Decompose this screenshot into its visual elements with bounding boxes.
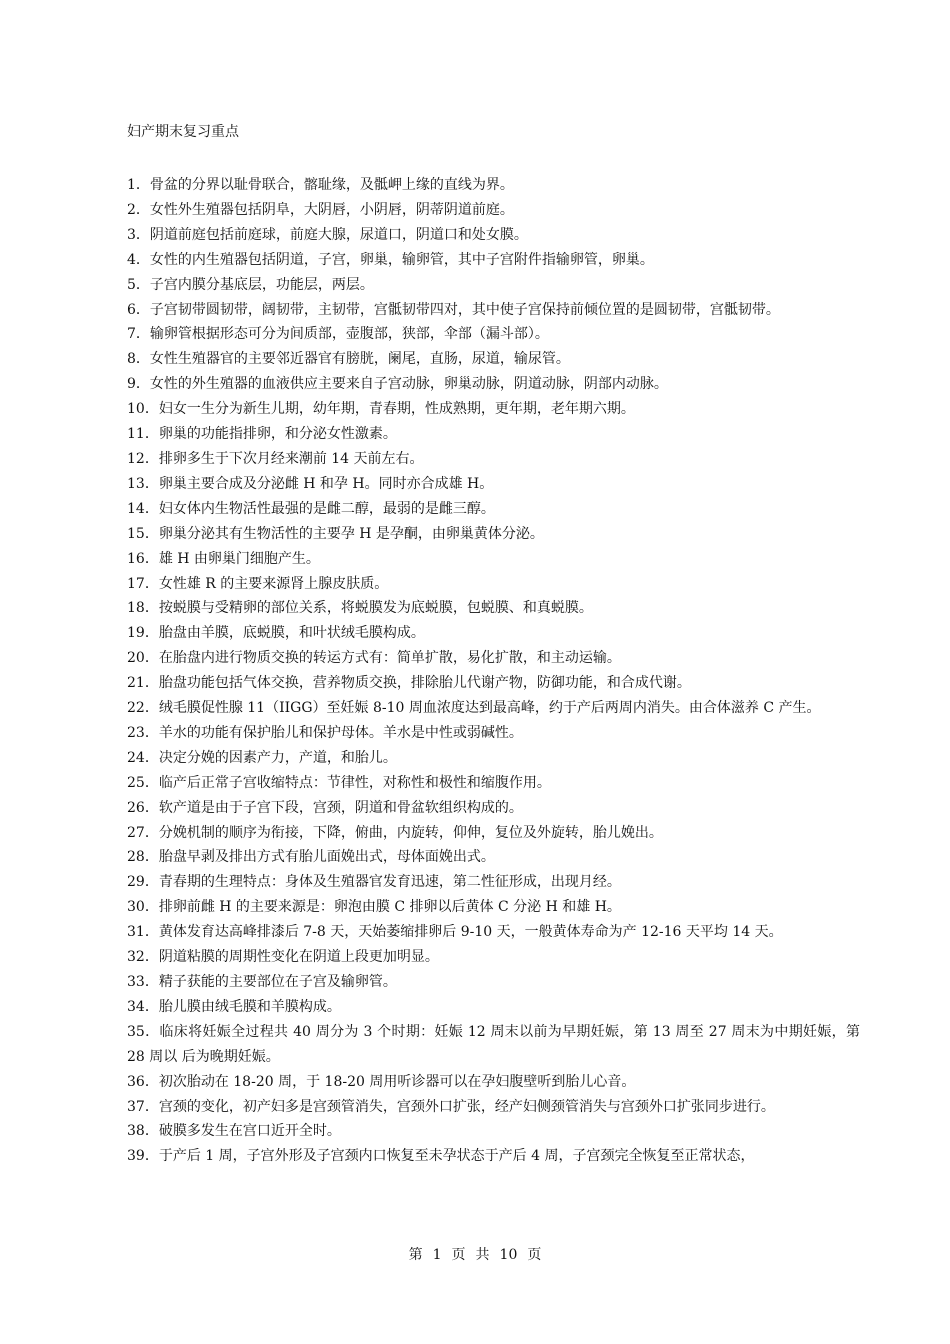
- item-number: 37．: [127, 1098, 159, 1115]
- footer-total-pages: 10: [499, 1247, 518, 1263]
- item-text: 输卵管根据形态可分为间质部，壶腹部，狭部，伞部（漏斗部）。: [149, 326, 549, 343]
- item-list: [127, 173, 860, 1169]
- item-number: 21．: [127, 675, 159, 692]
- item-text: 青春期的生理特点：身体及生殖器官发育迅速，第二性征形成，出现月经。: [158, 874, 621, 891]
- list-item: [127, 347, 860, 372]
- item-text: 临床将妊娠全过程共 40 周分为 3 个时期：妊娠 12 周末以前为早期妊娠，第 13 周至 27 周末为中期妊娠，第 28 周以 后为晚期妊娠。: [127, 1023, 860, 1065]
- item-text: 女性的内生殖器包括阴道，子宫，卵巢，输卵管，其中子宫附件指输卵管，卵巢。: [149, 251, 654, 268]
- item-text: 在胎盘内进行物质交换的转运方式有：简单扩散，易化扩散，和主动运输。: [158, 650, 621, 667]
- list-item: [127, 721, 860, 746]
- list-item: [127, 522, 860, 547]
- item-text: 软产道是由于子宫下段，宫颈，阴道和骨盆软组织构成的。: [158, 799, 523, 816]
- list-item: [127, 696, 860, 721]
- footer-page-unit: 页: [451, 1247, 466, 1263]
- list-item: [127, 646, 860, 671]
- item-number: 23．: [127, 724, 159, 741]
- page-title: 妇产期末复习重点: [127, 124, 239, 140]
- list-item: [127, 771, 860, 796]
- item-number: 30．: [127, 899, 159, 916]
- item-text: 子宫内膜分基底层，功能层，两层。: [149, 276, 374, 293]
- list-item: [127, 322, 860, 347]
- item-number: 38．: [127, 1123, 159, 1140]
- list-item: [127, 671, 860, 696]
- item-number: 8．: [127, 351, 150, 368]
- item-text: 绒毛膜促性腺 11（IIGG）至妊娠 8-10 周血浓度达到最高峰，约于产后两周内消失。由合体滋养 C 产生。: [158, 700, 821, 717]
- item-number: 34．: [127, 998, 159, 1015]
- item-text: 女性雄 R 的主要来源肾上腺皮肤质。: [158, 575, 389, 592]
- list-item: [127, 596, 860, 621]
- item-text: 分娩机制的顺序为衔接，下降，俯曲，内旋转，仰伸，复位及外旋转，胎儿娩出。: [158, 824, 663, 841]
- item-text: 卵巢主要合成及分泌雌 H 和孕 H。同时亦合成雄 H。: [158, 475, 494, 492]
- item-text: 胎盘早剥及排出方式有胎儿面娩出式，母体面娩出式。: [158, 849, 495, 866]
- list-item: [127, 1020, 860, 1070]
- item-text: 阴道前庭包括前庭球，前庭大腺，尿道口，阴道口和处女膜。: [149, 226, 528, 243]
- list-item: [127, 273, 860, 298]
- item-number: 14．: [127, 500, 159, 517]
- item-text: 阴道粘膜的周期性变化在阴道上段更加明显。: [158, 949, 439, 966]
- footer-total-unit: 页: [527, 1247, 542, 1263]
- list-item: [127, 372, 860, 397]
- item-number: 27．: [127, 824, 159, 841]
- footer-page-label: 第: [408, 1247, 423, 1263]
- item-text: 决定分娩的因素产力，产道，和胎儿。: [158, 749, 397, 766]
- item-number: 36．: [127, 1073, 159, 1090]
- item-number: 32．: [127, 949, 159, 966]
- list-item: [127, 1119, 860, 1144]
- list-item: [127, 223, 860, 248]
- item-number: 9．: [127, 376, 150, 393]
- list-item: [127, 422, 860, 447]
- list-item: [127, 895, 860, 920]
- item-text: 胎儿膜由绒毛膜和羊膜构成。: [158, 998, 341, 1015]
- item-number: 25．: [127, 774, 159, 791]
- item-number: 17．: [127, 575, 159, 592]
- item-text: 黄体发育达高峰排漆后 7-8 天，天始萎缩排卵后 9-10 天，一般黄体寿命为产 12-16 天平均 14 天。: [158, 924, 783, 941]
- item-number: 15．: [127, 525, 159, 542]
- item-number: 4．: [127, 251, 150, 268]
- item-number: 39．: [127, 1148, 159, 1165]
- item-text: 羊水的功能有保护胎儿和保护母体。羊水是中性或弱碱性。: [158, 724, 523, 741]
- list-item: [127, 572, 860, 597]
- list-item: [127, 845, 860, 870]
- item-number: 19．: [127, 625, 159, 642]
- list-item: [127, 173, 860, 198]
- list-item: [127, 1144, 860, 1169]
- item-number: 35．: [127, 1023, 160, 1040]
- list-item: [127, 920, 860, 945]
- item-text: 雄 H 由卵巢门细胞产生。: [158, 550, 320, 567]
- list-item: [127, 198, 860, 223]
- item-number: 7．: [127, 326, 150, 343]
- item-text: 临产后正常子宫收缩特点：节律性，对称性和极性和缩腹作用。: [158, 774, 551, 791]
- item-text: 胎盘功能包括气体交换，营养物质交换，排除胎儿代谢产物，防御功能，和合成代谢。: [158, 675, 691, 692]
- item-number: 18．: [127, 600, 159, 617]
- item-text: 排卵前雌 H 的主要来源是：卵泡由膜 C 排卵以后黄体 C 分泌 H 和雄 H。: [158, 899, 621, 916]
- list-item: [127, 796, 860, 821]
- item-number: 5．: [127, 276, 150, 293]
- item-text: 女性生殖器官的主要邻近器官有膀胱，阑尾，直肠，尿道，输尿管。: [149, 351, 570, 368]
- item-text: 按蜕膜与受精卵的部位关系，将蜕膜发为底蜕膜，包蜕膜、和真蜕膜。: [158, 600, 593, 617]
- item-number: 33．: [127, 974, 159, 990]
- list-item: [127, 1070, 860, 1095]
- list-item: [127, 821, 860, 846]
- list-item: [127, 447, 860, 472]
- footer-total-label: 共: [475, 1247, 490, 1263]
- item-number: 10．: [127, 401, 159, 418]
- item-text: 女性外生殖器包括阴阜，大阴唇，小阴唇，阴蒂阴道前庭。: [149, 201, 514, 218]
- item-number: 1．: [127, 177, 150, 193]
- item-number: 11．: [127, 426, 159, 443]
- list-item: [127, 1095, 860, 1120]
- list-item: [127, 397, 860, 422]
- item-text: 女性的外生殖器的血液供应主要来自子宫动脉，卵巢动脉，阴道动脉，阴部内动脉。: [149, 376, 668, 393]
- item-number: 26．: [127, 799, 159, 816]
- list-item: [127, 970, 860, 995]
- item-text: 破膜多发生在宫口近开全时。: [158, 1123, 341, 1140]
- footer-current-page: 1: [432, 1247, 442, 1263]
- list-item: [127, 497, 860, 522]
- list-item: [127, 870, 860, 895]
- item-text: 排卵多生于下次月经来潮前 14 天前左右。: [158, 450, 424, 467]
- item-text: 妇女体内生物活性最强的是雌二醇，最弱的是雌三醇。: [158, 500, 495, 517]
- item-number: 16．: [127, 550, 159, 567]
- item-number: 31．: [127, 924, 159, 941]
- item-number: 29．: [127, 874, 159, 891]
- item-number: 22．: [127, 700, 159, 717]
- item-text: 初次胎动在 18-20 周，于 18-20 周用听诊器可以在孕妇腹壁听到胎儿心音。: [158, 1073, 636, 1090]
- item-text: 胎盘由羊膜，底蜕膜，和叶状绒毛膜构成。: [158, 625, 425, 642]
- item-number: 24．: [127, 749, 159, 766]
- item-number: 12．: [127, 450, 159, 467]
- list-item: [127, 472, 860, 497]
- page-footer: [0, 1245, 950, 1265]
- list-item: [127, 945, 860, 970]
- item-number: 6．: [127, 301, 150, 318]
- item-number: 20．: [127, 650, 159, 667]
- item-text: 于产后 1 周，子宫外形及子宫颈内口恢复至未孕状态于产后 4 周，子宫颈完全恢复至正常状态，: [158, 1148, 755, 1165]
- item-text: 妇女一生分为新生儿期，幼年期，青春期，性成熟期，更年期，老年期六期。: [158, 401, 635, 418]
- list-item: [127, 547, 860, 572]
- item-text: 骨盆的分界以耻骨联合，髂耻缘，及骶岬上缘的直线为界。: [149, 177, 514, 193]
- item-text: 卵巢的功能指排卵，和分泌女性激素。: [158, 426, 397, 443]
- item-text: 精子获能的主要部位在子宫及输卵管。: [158, 974, 397, 990]
- item-text: 卵巢分泌其有生物活性的主要孕 H 是孕酮，由卵巢黄体分泌。: [158, 525, 544, 542]
- item-text: 宫颈的变化，初产妇多是宫颈管消失，宫颈外口扩张，经产妇侧颈管消失与宫颈外口扩张同步进行。: [158, 1098, 775, 1115]
- item-number: 2．: [127, 201, 150, 218]
- list-item: [127, 248, 860, 273]
- item-number: 28．: [127, 849, 159, 866]
- item-number: 13．: [127, 475, 159, 492]
- list-item: [127, 746, 860, 771]
- item-text: 子宫韧带圆韧带，阔韧带，主韧带，宫骶韧带四对，其中使子宫保持前倾位置的是圆韧带，宫骶韧带。: [149, 301, 780, 318]
- list-item: [127, 995, 860, 1020]
- list-item: [127, 298, 860, 323]
- item-number: 3．: [127, 226, 150, 243]
- list-item: [127, 621, 860, 646]
